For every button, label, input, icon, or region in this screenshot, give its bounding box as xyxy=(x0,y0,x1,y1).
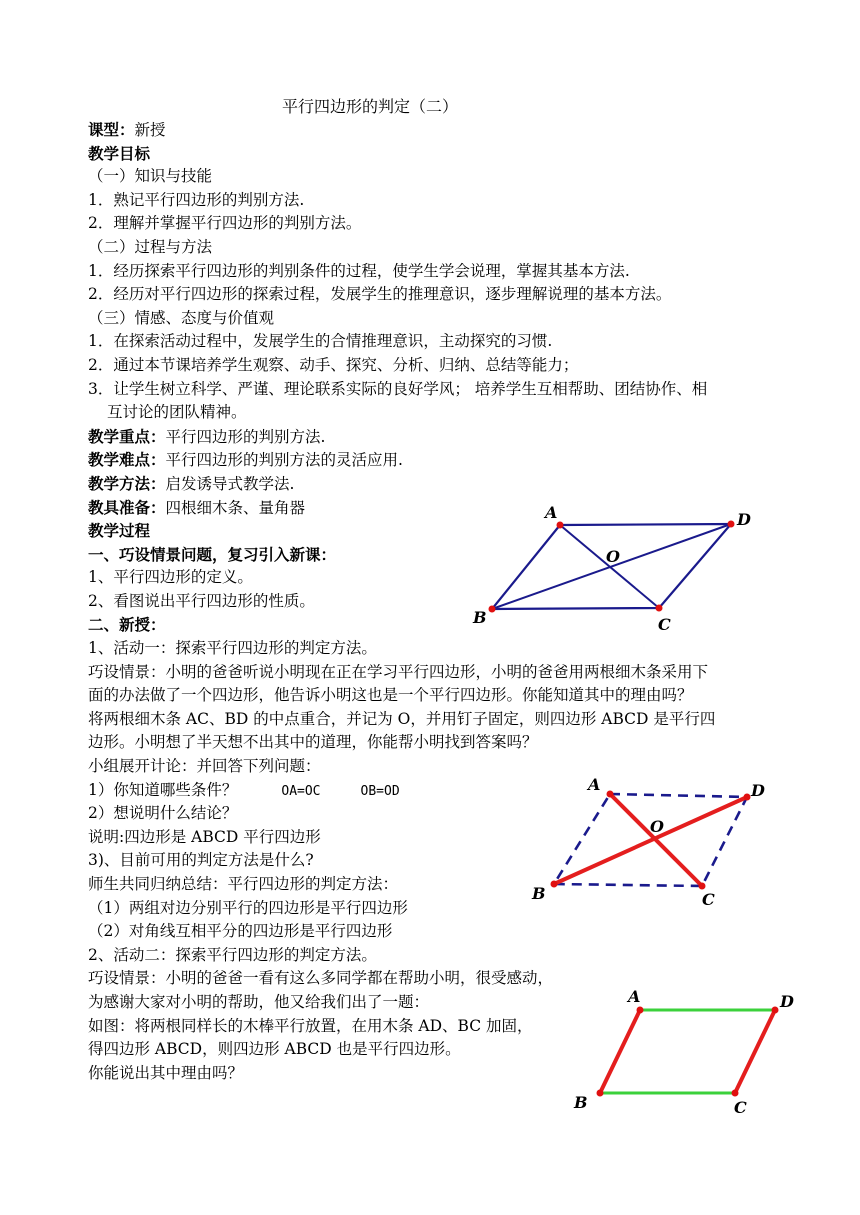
label-o: O xyxy=(650,817,664,836)
activity2-line: 为感谢大家对小明的帮助，他又给我们出了一题： xyxy=(88,992,430,1011)
activity2-line: 你能说出其中理由吗？ xyxy=(88,1063,244,1082)
method-item: （2）对角线互相平分的四边形是平行四边形 xyxy=(88,922,393,941)
goal3-item-continued: 互讨论的团队精神。 xyxy=(107,403,247,422)
point-b xyxy=(597,1090,604,1097)
label-b: B xyxy=(473,608,487,627)
goal3-heading: （三）情感、态度与价值观 xyxy=(88,308,275,327)
difficulty-value: 平行四边形的判别方法的灵活应用. xyxy=(165,451,403,470)
stick-dc xyxy=(735,1010,775,1093)
goal1-item: 2．理解并掌握平行四边形的判别方法。 xyxy=(88,214,362,233)
point-b xyxy=(551,881,558,888)
point-d xyxy=(728,521,735,528)
label-d: D xyxy=(780,992,794,1011)
label-c: C xyxy=(658,615,671,634)
goal1-item: 1．熟记平行四边形的判别方法. xyxy=(88,190,305,209)
figure-parallelogram-diagonals xyxy=(465,500,765,635)
part2-heading: 二、新授： xyxy=(88,615,166,635)
tools-value: 四根细木条、量角器 xyxy=(165,498,306,517)
goal2-item: 1．经历探索平行四边形的判别条件的过程，使学生学会说理，掌握其基本方法. xyxy=(88,261,630,280)
key-point-label: 教学重点： xyxy=(88,426,166,446)
goal3-item: 2．通过本节课培养学生观察、动手、探究、分析、归纳、总结等能力； xyxy=(88,355,579,374)
part1-item: 2、看图说出平行四边形的性质。 xyxy=(88,591,315,610)
activity2-title: 2、活动二：探索平行四边形的判定方法。 xyxy=(88,945,377,964)
goal2-item: 2．经历对平行四边形的探索过程，发展学生的推理意识，逐步理解说理的基本方法。 xyxy=(88,285,672,304)
difficulty-label: 教学难点： xyxy=(88,450,166,470)
stick-bd xyxy=(554,797,747,884)
lesson-type-line xyxy=(88,118,788,142)
difficulty-line xyxy=(88,448,788,472)
condition-oa-oc: OA=OC xyxy=(281,783,321,799)
activity1-line: 巧设情景：小明的爸爸听说小明现在正在学习平行四边形，小明的爸爸用两根细木条采用下 xyxy=(88,662,709,681)
activity1-line: 将两根细木条 AC、BD 的中点重合，并记为 O，并用钉子固定，则四边形 ABCD 是平行四 xyxy=(88,709,716,728)
goal3-item: 3．让学生树立科学、严谨、理论联系实际的良好学风； 培养学生互相帮助、团结协作、相 xyxy=(88,379,708,398)
activity2-line: 巧设情景：小明的爸爸一看有这么多同学都在帮助小明，很受感动， xyxy=(88,969,554,988)
activity2-line: 得四边形 ABCD，则四边形 ABCD 也是平行四边形。 xyxy=(88,1040,461,1059)
activity1-title: 1、活动一：探索平行四边形的判定方法。 xyxy=(88,639,377,658)
point-c xyxy=(699,883,706,890)
goal3-item: 1．在探索活动过程中，发展学生的合情推理意识，主动探究的习惯. xyxy=(88,332,553,351)
point-b xyxy=(489,606,496,613)
point-a xyxy=(637,1007,644,1014)
label-d: D xyxy=(737,510,751,529)
question-2-answer: 说明:四边形是 ABCD 平行四边形 xyxy=(88,827,321,846)
goals-heading: 教学目标 xyxy=(88,143,151,163)
activity1-line: 边形。小明想了半天想不出其中的道理，你能帮小明找到答案吗？ xyxy=(88,733,538,752)
point-c xyxy=(732,1090,739,1097)
tools-label: 教具准备： xyxy=(88,497,166,517)
label-c: C xyxy=(702,890,715,909)
part1-heading: 一、巧设情景问题，复习引入新课： xyxy=(88,544,337,564)
label-a: A xyxy=(588,775,601,794)
label-d: D xyxy=(751,781,765,800)
method-label: 教学方法： xyxy=(88,473,166,493)
goal2-heading: （二）过程与方法 xyxy=(88,237,213,256)
stick-ab xyxy=(600,1010,640,1093)
label-b: B xyxy=(532,884,546,903)
method-item: （1）两组对边分别平行的四边形是平行四边形 xyxy=(88,898,408,917)
page-title: 平行四边形的判定（二） xyxy=(281,97,458,116)
label-b: B xyxy=(574,1093,588,1112)
key-point-line xyxy=(88,425,788,449)
label-o: O xyxy=(606,547,620,566)
key-point-value: 平行四边形的判别方法. xyxy=(165,427,326,446)
method-value: 启发诱导式教学法. xyxy=(165,474,295,493)
question-3: 3)、目前可用的判定方法是什么? xyxy=(88,851,314,870)
process-heading: 教学过程 xyxy=(88,521,151,541)
figure-parallel-sticks xyxy=(570,985,800,1120)
label-a: A xyxy=(628,987,641,1006)
summary-line: 师生共同归纳总结：平行四边形的判定方法： xyxy=(88,875,399,893)
activity2-line: 如图：将两根同样长的木棒平行放置，在用木条 AD、BC 加固， xyxy=(88,1016,533,1035)
label-c: C xyxy=(734,1098,747,1117)
activity1-line: 小组展开计论：并回答下列问题： xyxy=(88,757,321,776)
lesson-type-value: 新授 xyxy=(134,121,166,139)
point-a xyxy=(607,791,614,798)
point-a xyxy=(557,522,564,529)
point-d xyxy=(744,794,751,801)
part1-item: 1、平行四边形的定义。 xyxy=(88,568,253,587)
condition-ob-od: OB=OD xyxy=(360,783,400,799)
figure-dashed-parallelogram xyxy=(525,772,775,912)
question-1: 1）你知道哪些条件？ xyxy=(88,780,238,799)
point-c xyxy=(656,605,663,612)
question-2: 2）想说明什么结论？ xyxy=(88,804,238,823)
goal1-heading: （一）知识与技能 xyxy=(88,167,213,186)
activity1-line: 面的办法做了一个四边形，他告诉小明这也是一个平行四边形。你能知道其中的理由吗？ xyxy=(88,686,693,705)
method-line xyxy=(88,472,788,496)
lesson-type-label: 课型： xyxy=(88,120,135,139)
point-d xyxy=(772,1007,779,1014)
label-a: A xyxy=(545,503,558,522)
